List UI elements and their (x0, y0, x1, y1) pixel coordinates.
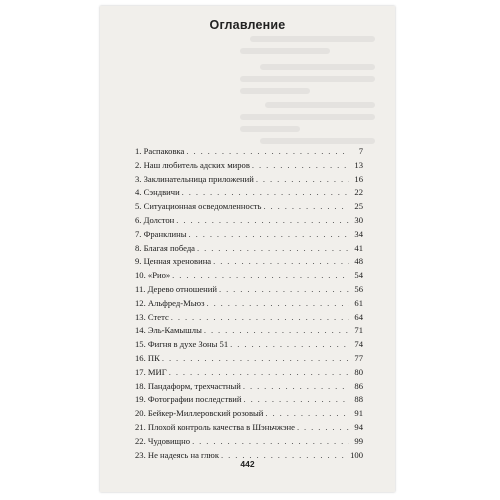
toc-entry-page: 13 (354, 159, 363, 170)
toc-entry-page: 56 (354, 283, 363, 294)
toc-entry-title: 14. Эль-Камышлы (135, 325, 202, 336)
toc-entry-page: 16 (354, 173, 363, 184)
toc-leader-dots (206, 297, 349, 311)
toc-entry (135, 380, 363, 394)
toc-entry-page: 25 (354, 201, 363, 212)
toc-entry (135, 159, 363, 173)
toc-leader-dots (230, 338, 349, 352)
toc-entry-page: 41 (354, 242, 363, 253)
toc-entry (135, 338, 363, 352)
toc-entry-title: 6. Долстон (135, 214, 175, 225)
toc-leader-dots (265, 407, 349, 421)
toc-entry-title: 9. Ценная хреновина (135, 256, 212, 267)
toc-leader-dots (297, 421, 349, 435)
toc-entry (135, 393, 363, 407)
toc-entry-title: 12. Альфред-Мьюз (135, 297, 205, 308)
toc-entry-page: 99 (354, 435, 363, 446)
toc-entry-page: 100 (350, 449, 363, 460)
toc-entry-page: 48 (354, 256, 363, 267)
toc-entry (135, 407, 363, 421)
toc-entry-page: 7 (358, 146, 363, 156)
toc-entry-page: 30 (354, 214, 363, 225)
toc-leader-dots (213, 255, 349, 269)
toc-leader-dots (263, 200, 349, 214)
toc-entry-page: 74 (354, 339, 363, 350)
toc-entry (135, 200, 363, 214)
toc-entry-title: 11. Дерево отношений (135, 283, 217, 294)
toc-entry-title: 19. Фотографии последствий (135, 394, 242, 405)
toc-leader-dots (256, 173, 349, 187)
toc-entry-page: 86 (354, 380, 363, 391)
toc-entry-title: 3. Заклинательница приложений (135, 173, 254, 184)
toc-entry-title: 20. Бейкер-Миллеровский розовый (135, 408, 264, 419)
toc-entry (135, 242, 363, 256)
toc-leader-dots (192, 435, 349, 449)
toc-entry-title: 15. Фигня в духе Зоны 51 (135, 339, 229, 350)
toc-entry (135, 145, 363, 159)
toc-leader-dots (243, 380, 349, 394)
toc-leader-dots (182, 186, 349, 200)
toc-entry-title: 23. Не надеясь на глюк (135, 449, 220, 460)
toc-entry-title: 18. Пандаформ, трехчастный (135, 380, 241, 391)
toc-entry-page: 34 (354, 228, 363, 239)
toc-entry-title: 16. ПК (135, 352, 160, 363)
toc-entry (135, 214, 363, 228)
toc-entry-title: 22. Чудовищно (135, 435, 191, 446)
toc-leader-dots (186, 145, 349, 159)
toc-entry (135, 311, 363, 325)
toc-entry-title: 17. МИГ (135, 366, 167, 377)
toc-entry-title: 4. Сэндвичи (135, 187, 180, 198)
page-number: 442 (240, 459, 255, 469)
toc-entry-page: 94 (354, 421, 363, 432)
toc-entry-page: 54 (354, 270, 363, 281)
toc-entry-title: 8. Благая победа (135, 242, 196, 253)
toc-entry (135, 352, 363, 366)
toc-leader-dots (252, 159, 349, 173)
toc-entry (135, 366, 363, 380)
toc-entry-title: 21. Плохой контроль качества в Шэньчжэне (135, 421, 295, 432)
toc-entry (135, 421, 363, 435)
toc-entry (135, 228, 363, 242)
toc-entry-page: 91 (354, 408, 363, 419)
toc-entry-page: 61 (354, 297, 363, 308)
table-of-contents (135, 145, 363, 462)
toc-leader-dots (176, 214, 349, 228)
toc-entry (135, 173, 363, 187)
toc-entry-page: 22 (354, 187, 363, 198)
toc-entry-title: 5. Ситуационная осведомленность (135, 201, 262, 212)
book-page (100, 6, 395, 492)
toc-entry-page: 88 (354, 394, 363, 405)
toc-entry-title: 10. «Рио» (135, 270, 171, 281)
toc-entry (135, 283, 363, 297)
toc-leader-dots (243, 393, 349, 407)
toc-entry (135, 324, 363, 338)
toc-leader-dots (197, 242, 349, 256)
toc-leader-dots (169, 366, 349, 380)
toc-entry (135, 297, 363, 311)
toc-leader-dots (189, 228, 349, 242)
toc-entry (135, 186, 363, 200)
toc-entry-page: 64 (354, 311, 363, 322)
toc-entry-page: 71 (354, 325, 363, 336)
toc-entry-title: 13. Стетс (135, 311, 169, 322)
toc-entry (135, 255, 363, 269)
toc-entry-title: 1. Распаковка (135, 146, 185, 156)
toc-entry-page: 77 (354, 352, 363, 363)
toc-entry-title: 7. Франклины (135, 228, 187, 239)
toc-leader-dots (171, 311, 349, 325)
toc-leader-dots (219, 283, 349, 297)
toc-leader-dots (172, 269, 349, 283)
toc-entry-page: 80 (354, 366, 363, 377)
toc-leader-dots (162, 352, 349, 366)
toc-leader-dots (204, 324, 349, 338)
toc-entry-title: 2. Наш любитель адских миров (135, 159, 250, 170)
toc-heading: Оглавление (209, 18, 286, 32)
toc-entry (135, 269, 363, 283)
toc-entry (135, 435, 363, 449)
